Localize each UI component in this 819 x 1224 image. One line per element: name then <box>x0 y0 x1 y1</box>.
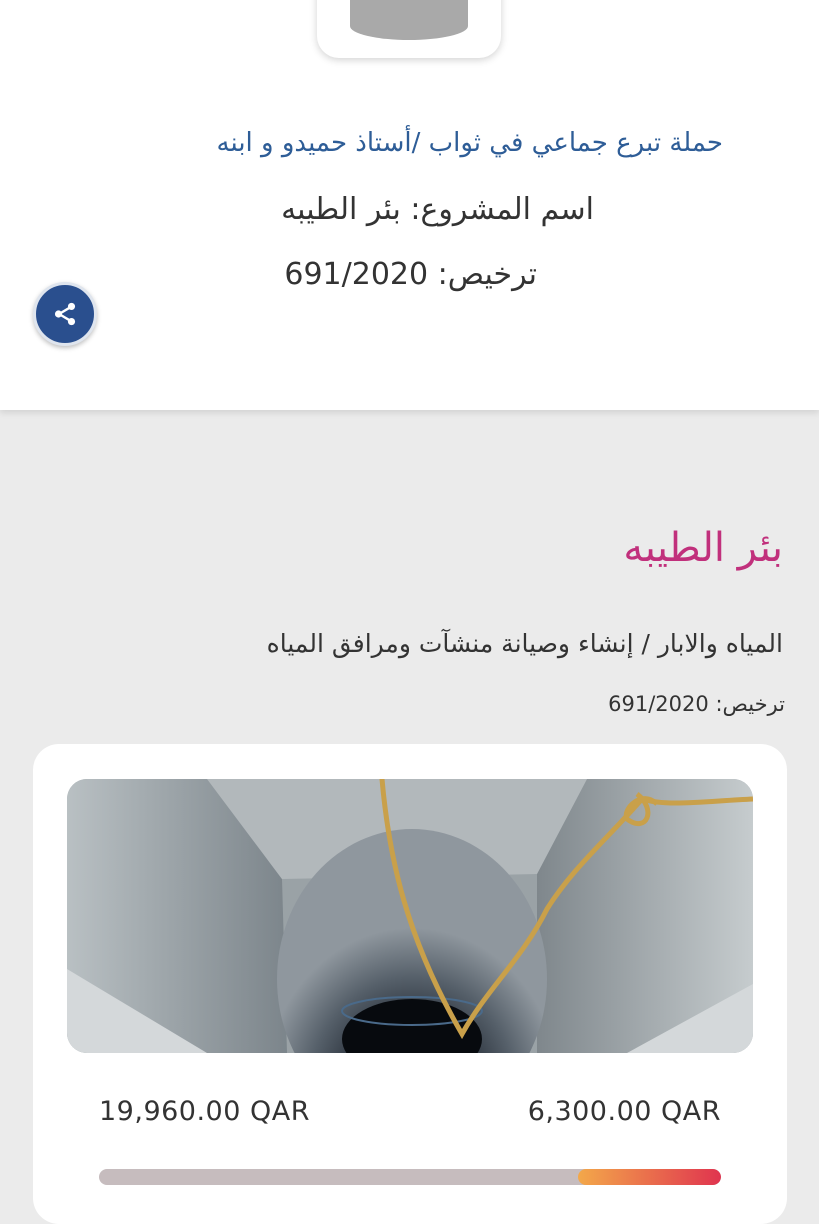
license-line <box>180 257 537 292</box>
share-button[interactable] <box>33 282 97 346</box>
donation-progress-fill <box>578 1169 721 1185</box>
charity-logo <box>317 0 501 58</box>
project-license-label: ترخيص: <box>715 692 785 716</box>
well-illustration <box>67 779 753 1053</box>
project-name-label: اسم المشروع: <box>410 192 594 227</box>
share-icon <box>52 301 78 327</box>
project-license <box>300 692 785 716</box>
project-category: المياه والابار / إنشاء وصيانة منشآت ومرافق المياه <box>266 629 783 658</box>
license-number: 691/2020 <box>284 257 429 292</box>
campaign-header-card <box>0 0 819 410</box>
logo-shape <box>350 0 468 40</box>
well-photo <box>67 779 753 1053</box>
project-license-number: 691/2020 <box>608 692 709 716</box>
target-amount: 19,960.00 QAR <box>99 1096 310 1127</box>
campaign-title[interactable]: حملة تبرع جماعي في ثواب /أستاذ حميدو و ابنه <box>216 128 723 158</box>
donation-progress-bar <box>99 1169 721 1185</box>
project-name-line <box>140 192 594 227</box>
license-label: ترخيص: <box>437 257 537 292</box>
raised-amount: 6,300.00 QAR <box>527 1096 721 1127</box>
project-card[interactable] <box>33 744 787 1224</box>
project-title: بئر الطيبه <box>623 525 783 571</box>
project-name-value: بئر الطيبه <box>281 192 401 227</box>
